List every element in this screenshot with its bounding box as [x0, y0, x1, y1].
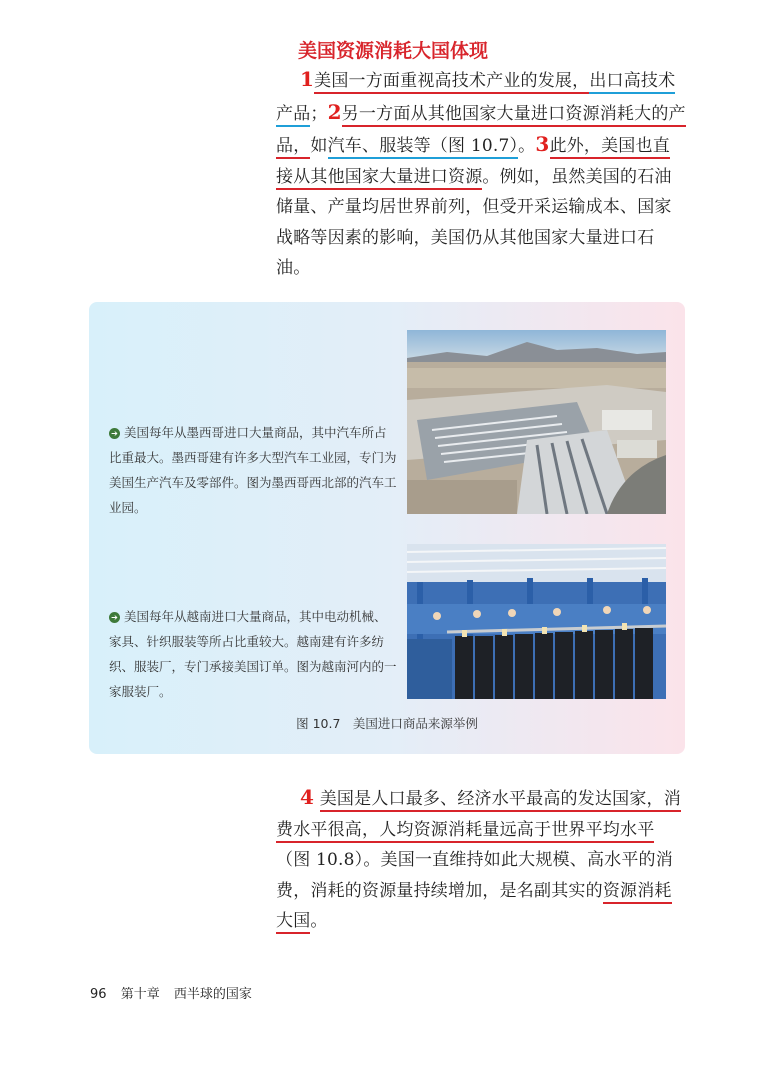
underlined-text: 出口高技术	[589, 71, 675, 94]
photo-car-industrial-park	[407, 330, 666, 514]
paragraph-1	[276, 64, 686, 284]
text: （图 10.8）。美国一直维持如此大规模、高水平的消费，消耗的资源量持续增加，是名副其实的	[276, 850, 673, 901]
text: 。例如，虽然美国的石油储量、产量均居世界前列，但受开采运输成本、国家战略等因素的影响，美国仍从其他国家大量进口石油。	[276, 166, 672, 278]
caption-vietnam	[109, 604, 397, 704]
arrow-right-icon: ➔	[109, 612, 120, 623]
underlined-text: 美国一方面重视高技术产业的发展，	[314, 71, 589, 94]
text: ；	[310, 103, 328, 124]
paragraph-2	[276, 782, 686, 937]
section-heading: 美国资源消耗大国体现	[298, 40, 489, 62]
caption-text: 美国每年从越南进口大量商品，其中电动机械、家具、针织服装等所占比重较大。越南建有许多纺织、服装厂，专门承接美国订单。图为越南河内的一家服装厂。	[109, 609, 397, 699]
text: 如	[310, 136, 328, 156]
arrow-right-icon: ➔	[109, 428, 120, 439]
page-footer	[90, 983, 262, 1002]
text: 。	[310, 911, 328, 931]
caption-mexico	[109, 420, 397, 520]
photo-garment-factory	[407, 544, 666, 699]
figure-title: 图 10.7 美国进口商品来源举例	[296, 716, 478, 731]
underlined-text: 另一方面从其他国家大量进口资源消耗大的产	[342, 104, 686, 127]
text: 。	[518, 136, 536, 156]
page-number: 96	[90, 987, 107, 1002]
underlined-text: 美国是人口最多、经济水平最高的发达国家，消费水平很高，人均资源消耗量远高于世界平均水平	[276, 789, 681, 843]
annotation-number: 3	[535, 132, 550, 156]
underlined-text: 此外，美国也直接从其他国家大量进口资源	[276, 136, 670, 190]
figure-panel	[89, 302, 685, 754]
chapter-label: 第十章	[120, 987, 160, 1002]
underlined-text: 品，	[276, 136, 310, 159]
annotation-number: 1	[300, 67, 315, 91]
underlined-text: 产品	[276, 104, 310, 127]
underlined-text: 资源消耗大国	[276, 881, 672, 935]
chapter-title: 西半球的国家	[173, 987, 252, 1002]
underlined-text: 汽车、服装等（图 10.7）	[328, 136, 519, 159]
annotation-number: 4	[300, 785, 315, 809]
annotation-number: 2	[327, 99, 342, 124]
caption-text: 美国每年从墨西哥进口大量商品，其中汽车所占比重最大。墨西哥建有许多大型汽车工业园，专门为美国生产汽车及零部件。图为墨西哥西北部的汽车工业园。	[109, 425, 397, 515]
